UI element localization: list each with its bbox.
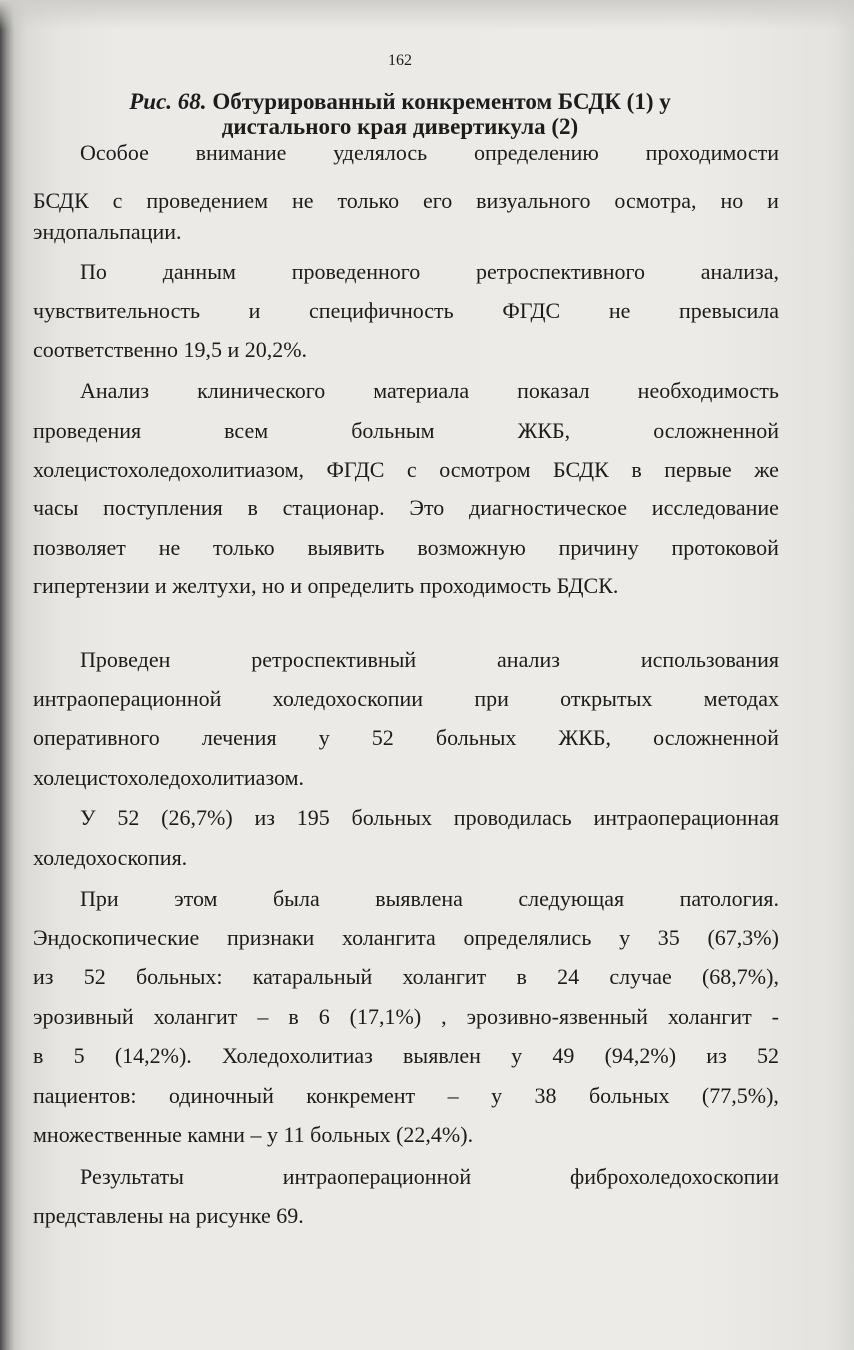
word: лечения — [201, 725, 277, 750]
word: БСДК — [553, 457, 609, 482]
word: клинического — [197, 378, 326, 403]
word: интраоперационная — [593, 805, 779, 830]
text-line: гипертензии и желтухи, но и определить проходимость БДСК. — [33, 573, 619, 598]
text-line — [33, 495, 779, 521]
word: , — [441, 1004, 447, 1029]
word: ЖКБ, — [517, 418, 571, 443]
word: эрозивно-язвенный — [466, 1004, 648, 1029]
word: больным — [351, 418, 435, 443]
word: интраоперационной — [33, 686, 222, 711]
word: Это — [409, 495, 445, 520]
word: в — [516, 964, 527, 989]
word: 49 — [552, 1043, 575, 1068]
text-line — [33, 418, 779, 444]
text-line: холецистохоледохолитиазом. — [33, 765, 305, 790]
word: определялись — [463, 925, 592, 950]
word: уделялось — [333, 140, 428, 165]
word: (94,2%) — [604, 1043, 677, 1068]
word: не — [158, 535, 181, 560]
word: протоковой — [671, 535, 779, 560]
word: необходимость — [637, 378, 779, 403]
word: оперативного — [33, 725, 160, 750]
word: больных — [588, 1083, 670, 1108]
word: (77,5%), — [701, 1083, 779, 1108]
text-line: множественные камни – у 11 больных (22,4%). — [33, 1122, 474, 1147]
text-line — [80, 140, 779, 166]
text-line: эндопальпации. — [33, 219, 182, 244]
word: выявлена — [375, 886, 463, 911]
word: была — [272, 886, 320, 911]
figure-caption-text: Обтурированный конкрементом БСДК (1) у — [206, 89, 671, 114]
word: – — [447, 1083, 459, 1108]
word: материала — [373, 378, 470, 403]
word: и — [767, 188, 779, 213]
word: фиброхоледохоскопии — [569, 1164, 779, 1189]
word: катаральный — [252, 964, 373, 989]
word: причину — [558, 535, 639, 560]
word: – — [257, 1004, 269, 1029]
text-line — [33, 925, 779, 951]
word: ФГДС — [502, 298, 561, 323]
word: 195 — [296, 805, 330, 830]
text-line — [33, 686, 779, 712]
word: только — [213, 535, 275, 560]
word: При — [80, 886, 119, 911]
word: одиночный — [168, 1083, 274, 1108]
word: конкремент — [306, 1083, 416, 1108]
word: у — [511, 1043, 523, 1068]
word: в — [33, 1043, 44, 1068]
word: но — [720, 188, 744, 213]
word: признаки — [227, 925, 315, 950]
text-line — [33, 964, 779, 990]
word: (68,7%), — [701, 964, 779, 989]
word: проведенного — [291, 259, 421, 284]
word: осмотром — [439, 457, 531, 482]
word: (26,7%) — [161, 805, 233, 830]
word: 38 — [534, 1083, 557, 1108]
word: 35 — [657, 925, 680, 950]
word: у — [491, 1083, 503, 1108]
word: пациентов: — [33, 1083, 137, 1108]
word: часы — [33, 495, 79, 520]
word: анализа, — [700, 259, 779, 284]
word: проводилась — [453, 805, 572, 830]
word: ФГДС — [326, 457, 385, 482]
word: проходимости — [645, 140, 779, 165]
text-line — [33, 457, 779, 483]
word: стационар. — [282, 495, 385, 520]
word: Холедохолитиаз — [222, 1043, 373, 1068]
word: ретроспективный — [251, 647, 417, 672]
text-line — [33, 1043, 779, 1069]
word: всем — [224, 418, 269, 443]
word: выявить — [307, 535, 385, 560]
word: выявлен — [403, 1043, 481, 1068]
word: холангит — [153, 1004, 238, 1029]
word: этом — [174, 886, 218, 911]
word: в — [631, 457, 642, 482]
word: холедохоскопии — [272, 686, 424, 711]
word: не — [608, 298, 631, 323]
word: 6 — [318, 1004, 330, 1029]
text-line: холедохоскопия. — [33, 845, 188, 870]
word: 52 — [83, 964, 106, 989]
word: холангит — [667, 1004, 752, 1029]
word: ЖКБ, — [558, 725, 612, 750]
word: и — [248, 298, 261, 323]
word: поступления — [103, 495, 223, 520]
word: Проведен — [80, 647, 171, 672]
word: показал — [517, 378, 590, 403]
word: диагностическое — [469, 495, 628, 520]
word: 52 — [756, 1043, 779, 1068]
text-line — [33, 298, 779, 324]
word: (14,2%). — [114, 1043, 192, 1068]
word: По — [80, 259, 107, 284]
word: превысила — [679, 298, 779, 323]
word: осложненной — [653, 418, 779, 443]
word: методах — [703, 686, 779, 711]
word: следующая — [518, 886, 625, 911]
word: только — [337, 188, 400, 213]
word: больных — [351, 805, 432, 830]
word: с — [406, 457, 417, 482]
word: чувствительность — [33, 298, 200, 323]
word: интраоперационной — [282, 1164, 472, 1189]
word: при — [474, 686, 509, 711]
word: с — [112, 188, 123, 213]
text-line — [80, 886, 779, 912]
text-line: представлены на рисунке 69. — [33, 1203, 304, 1228]
text-line — [80, 1164, 779, 1190]
word: эрозивный — [33, 1004, 134, 1029]
word: ретроспективного — [476, 259, 645, 284]
text-line — [80, 647, 779, 673]
word: - — [771, 1004, 779, 1029]
word: холангит — [402, 964, 487, 989]
word: (17,1%) — [349, 1004, 422, 1029]
text-line — [33, 725, 779, 751]
word: у — [619, 925, 631, 950]
word: возможную — [417, 535, 526, 560]
word: в — [288, 1004, 299, 1029]
word: использования — [640, 647, 779, 672]
word: у — [318, 725, 330, 750]
word: из — [33, 964, 54, 989]
word: позволяет — [33, 535, 126, 560]
word: специфичность — [309, 298, 454, 323]
word: 5 — [73, 1043, 85, 1068]
word: открытых — [560, 686, 653, 711]
word: из — [254, 805, 275, 830]
text-line — [80, 378, 779, 404]
word: первые — [664, 457, 732, 482]
word: анализ — [497, 647, 560, 672]
word: холецистохоледохолитиазом, — [33, 457, 305, 482]
word: проведения — [33, 418, 142, 443]
word: (67,3%) — [707, 925, 779, 950]
word: осложненной — [653, 725, 779, 750]
word: исследование — [651, 495, 779, 520]
figure-label: Рис. 68. — [129, 89, 207, 114]
word: его — [423, 188, 453, 213]
word: Эндоскопические — [33, 925, 200, 950]
word: же — [754, 457, 779, 482]
word: случае — [609, 964, 672, 989]
word: определению — [473, 140, 599, 165]
word: У — [80, 805, 96, 830]
text-line — [33, 535, 779, 561]
text-line: соответственно 19,5 и 20,2%. — [33, 337, 308, 362]
page-top-shadow — [0, 0, 854, 30]
word: Особое — [80, 140, 149, 165]
word: из — [706, 1043, 727, 1068]
word: данным — [162, 259, 236, 284]
text-line — [33, 188, 779, 214]
word: осмотра, — [614, 188, 697, 213]
word: внимание — [195, 140, 287, 165]
word: проведением — [146, 188, 269, 213]
text-line — [80, 259, 779, 285]
word: больных: — [135, 964, 223, 989]
word: 52 — [371, 725, 394, 750]
word: 52 — [117, 805, 140, 830]
figure-caption-line-1 — [40, 89, 760, 115]
word: 24 — [557, 964, 580, 989]
word: в — [247, 495, 258, 520]
text-line — [80, 805, 779, 831]
word: Анализ — [80, 378, 150, 403]
text-line — [33, 1083, 779, 1109]
word: БСДК — [33, 188, 89, 213]
word: холангита — [341, 925, 436, 950]
word: патология. — [679, 886, 779, 911]
word: Результаты — [80, 1164, 184, 1189]
word: больных — [435, 725, 517, 750]
figure-caption-line-2: дистального края дивертикула (2) — [221, 114, 579, 139]
text-line — [33, 1004, 779, 1030]
page-number: 162 — [388, 52, 412, 69]
word: не — [291, 188, 314, 213]
word: визуального — [476, 188, 591, 213]
